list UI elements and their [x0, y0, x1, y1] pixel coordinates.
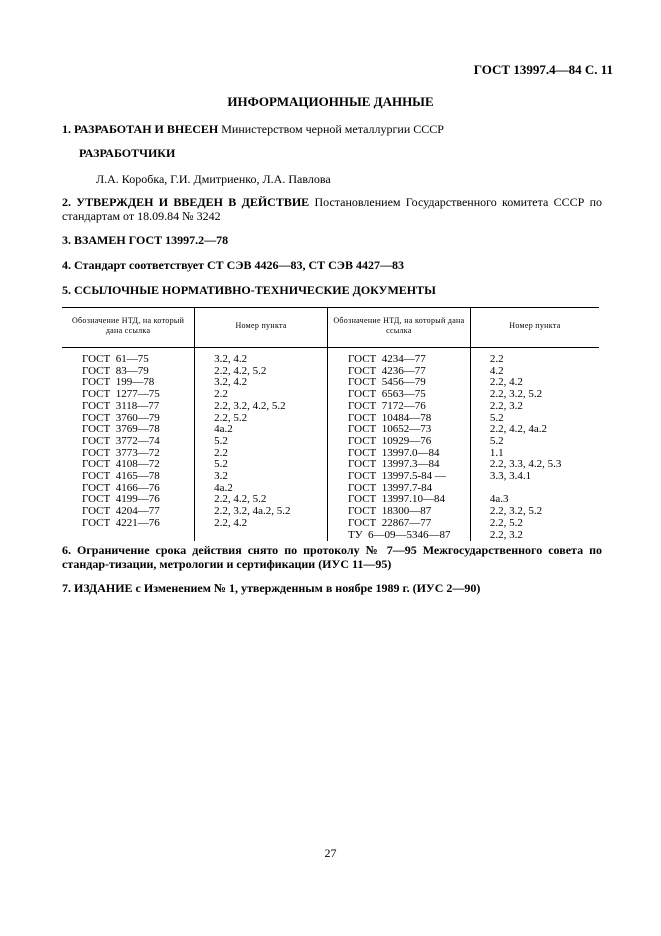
table-cell: ГОСТ 7172—76: [348, 399, 426, 412]
table-cell: ГОСТ 4199—76: [82, 493, 160, 506]
table-cell: 2.2, 3.2: [489, 528, 523, 541]
table-cell: 2.2: [214, 388, 228, 401]
table-cell: 3.2: [214, 470, 228, 483]
item-heading: ИЗДАНИЕ: [74, 581, 133, 595]
table-cell: ГОСТ 199—78: [82, 376, 155, 389]
table-cell: ГОСТ 4165—78: [82, 470, 160, 483]
table-cell: ГОСТ 3773—72: [82, 446, 160, 459]
table-cell: ГОСТ 4234—77: [348, 353, 426, 365]
table-cell: 2.2, 4.2, 4а.2: [489, 423, 547, 436]
table-cell: ГОСТ 22867—77: [348, 516, 432, 529]
table-cell: 2.2, 5.2: [489, 516, 523, 529]
col-docs-left: [62, 348, 195, 542]
item-number: 4.: [62, 258, 71, 272]
item-text: Ограничение срока действия снято по протоколу № 7—95 Межгосударственного совета по стандар-тизации, метрологии и сертификации (ИУС 11—95): [62, 543, 603, 571]
col-header-item-left: Номер пункта: [195, 308, 328, 348]
col-header-item-right: Номер пункта: [470, 308, 599, 348]
table-cell: ГОСТ 5456—79: [348, 376, 426, 389]
page-number: 27: [324, 846, 337, 860]
item-4: [62, 258, 602, 272]
item-3: [62, 233, 602, 247]
developers-label: РАЗРАБОТЧИКИ: [79, 146, 176, 160]
table-cell: 2.2, 3.2: [489, 399, 523, 412]
table-cell: ГОСТ 13997.5-84 —: [348, 470, 446, 483]
item-text: Министерством черной металлургии СССР: [221, 122, 444, 136]
item-6: [62, 543, 602, 571]
table-cell: 2.2: [214, 446, 228, 459]
item-heading: ВЗАМЕН ГОСТ 13997.2—78: [74, 233, 229, 247]
table-cell: ГОСТ 4236—77: [348, 364, 426, 377]
table-cell: ГОСТ 1277—75: [82, 388, 160, 401]
col-header-doc-left: Обозначение НТД, на который дана ссылка: [62, 308, 195, 348]
table-cell: ГОСТ 13997.3—84: [348, 458, 440, 471]
table-cell: ГОСТ 13997.0—84: [348, 446, 440, 459]
item-heading: УТВЕРЖДЕН И ВВЕДЕН В ДЕЙСТВИЕ: [76, 195, 310, 209]
table-cell: ГОСТ 13997.10—84: [348, 493, 446, 506]
table-cell: 5.2: [489, 434, 504, 447]
table-cell: ГОСТ 3772—74: [82, 434, 160, 447]
table-cell: ГОСТ 6563—75: [348, 388, 426, 401]
item-1: [62, 122, 602, 136]
table-cell: ГОСТ 4166—76: [82, 481, 160, 494]
table-cell: ГОСТ 83—79: [82, 364, 149, 377]
table-cell: 2.2, 4.2, 5.2: [214, 493, 267, 506]
table-cell: 3.2, 4.2: [214, 353, 248, 365]
col-docs-right: [328, 348, 471, 542]
table-cell: ГОСТ 4108—72: [82, 458, 160, 471]
table-cell: 3.2, 4.2: [214, 376, 248, 389]
item-number: 1.: [62, 122, 71, 136]
table-cell: 4а.2: [214, 481, 233, 494]
table-cell: 2.2, 3.2, 4а.2, 5.2: [214, 505, 291, 518]
table-cell: 4а.3: [489, 493, 509, 506]
table-cell: 1.1: [489, 446, 504, 459]
table-cell: 2.2, 4.2, 5.2: [214, 364, 267, 377]
item-text: с Изменением № 1, утвержденным в ноябре 1989 г. (ИУС 2—90): [135, 581, 481, 595]
table-cell: 2.2, 4.2: [489, 376, 523, 389]
item-5: [62, 283, 602, 297]
table-cell: 5.2: [214, 434, 228, 447]
table-cell: 2.2, 3.2, 5.2: [489, 505, 543, 518]
col-items-left: [195, 348, 328, 542]
table-cell: 2.2, 3.2, 4.2, 5.2: [214, 399, 286, 412]
item-heading: РАЗРАБОТАН И ВНЕСЕН: [74, 122, 219, 136]
col-items-right: [470, 348, 599, 542]
table-cell: ГОСТ 13997.7-84: [348, 481, 433, 494]
page-header: ГОСТ 13997.4—84 С. 11: [473, 62, 613, 77]
section-title: ИНФОРМАЦИОННЫЕ ДАННЫЕ: [227, 94, 434, 109]
table-cell: ГОСТ 3118—77: [82, 399, 160, 412]
table-cell: 5.2: [214, 458, 228, 471]
table-cell: 2.2, 3.2, 5.2: [489, 388, 543, 401]
item-heading: ССЫЛОЧНЫЕ НОРМАТИВНО-ТЕХНИЧЕСКИЕ ДОКУМЕНТЫ: [74, 283, 436, 297]
table-cell: 4.2: [489, 364, 504, 377]
item-text: Стандарт соответствует СТ СЭВ 4426—83, СТ СЭВ 4427—83: [74, 258, 404, 272]
table-cell: ГОСТ 18300—87: [348, 505, 432, 518]
developers-list: Л.А. Коробка, Г.И. Дмитриенко, Л.А. Павлова: [96, 172, 331, 186]
item-2: [62, 195, 602, 223]
table-cell: ГОСТ 61—75: [82, 353, 149, 365]
table-cell: ГОСТ 3769—78: [82, 423, 160, 436]
item-number: 3.: [62, 233, 71, 247]
table-cell: 3.3, 3.4.1: [489, 470, 532, 483]
table-cell: 2.2, 4.2: [214, 516, 248, 529]
table-cell: 2.2: [489, 353, 504, 365]
item-number: 2.: [62, 195, 71, 209]
references-table: [62, 307, 599, 541]
table-cell: ГОСТ 10484—78: [348, 411, 432, 424]
table-cell: 5.2: [489, 411, 504, 424]
col-header-doc-right: Обозначение НТД, на который дана ссылка: [328, 308, 471, 348]
table-cell: ГОСТ 10652—73: [348, 423, 432, 436]
table-cell: ГОСТ 3760—79: [82, 411, 160, 424]
table-cell: 2.2, 5.2: [214, 411, 248, 424]
item-text: Постановлением Государственного комитета СССР по стандартам от 18.09.84 № 3242: [62, 195, 603, 223]
table-cell: 2.2, 3.3, 4.2, 5.3: [489, 458, 562, 471]
item-number: 6.: [62, 543, 71, 557]
table-cell: ГОСТ 4221—76: [82, 516, 160, 529]
table-cell: ТУ 6—09—5346—87: [348, 528, 451, 541]
table-cell: ГОСТ 10929—76: [348, 434, 432, 447]
table-cell: ГОСТ 4204—77: [82, 505, 160, 518]
item-number: 5.: [62, 283, 71, 297]
table-cell: 4а.2: [214, 423, 233, 436]
item-number: 7.: [62, 581, 71, 595]
item-7: [62, 581, 602, 595]
